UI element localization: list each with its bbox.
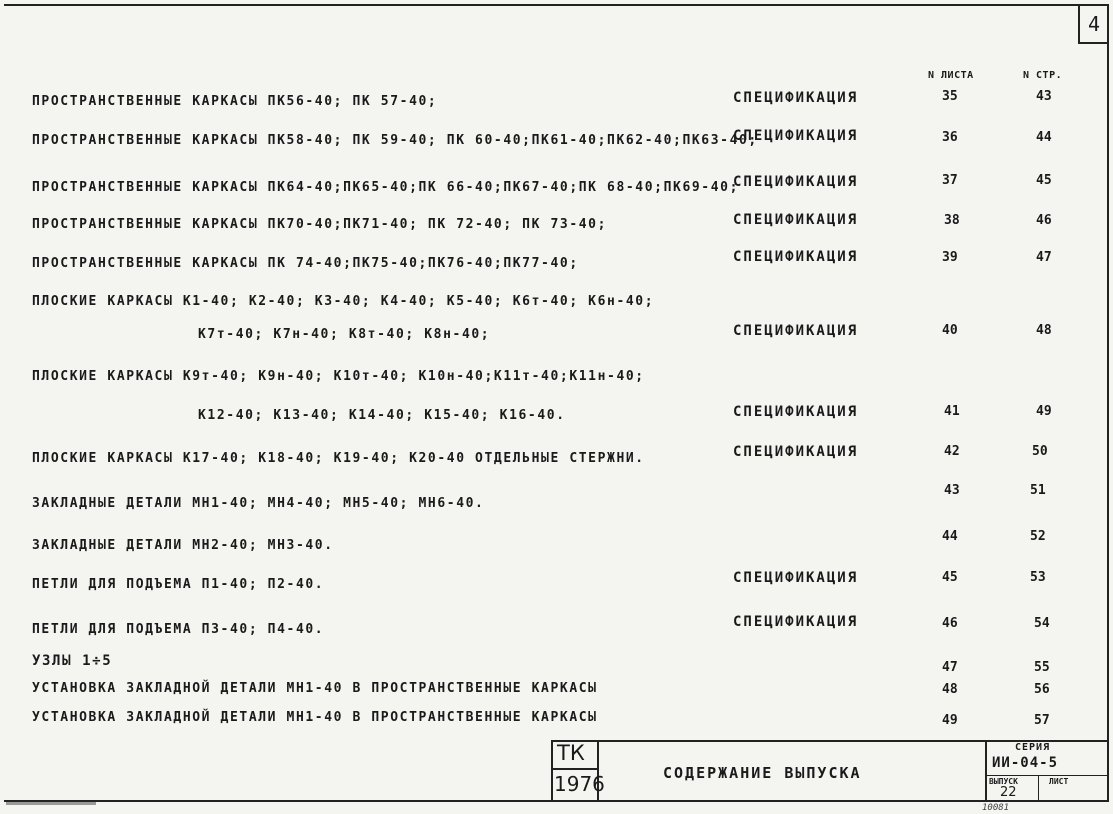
title-block-sheet-divider — [1038, 775, 1039, 800]
row-9-sheet: 41 — [944, 404, 960, 419]
row-1-spec: СПЕЦИФИКАЦИЯ — [733, 90, 859, 106]
row-4-sheet: 38 — [944, 213, 960, 228]
row-11-text: ЗАКЛАДНЫЕ ДЕТАЛИ МН1-40; МН4-40; МН5-40; МН6-40. — [32, 496, 485, 511]
row-14-text: ПЕТЛИ ДЛЯ ПОДЪЕМА П3-40; П4-40. — [32, 622, 325, 637]
row-17-page: 57 — [1034, 713, 1050, 728]
title-block-left-border — [551, 740, 553, 800]
row-16-page: 56 — [1034, 682, 1050, 697]
row-2-spec: СПЕЦИФИКАЦИЯ — [733, 128, 859, 144]
title-block-issue-split — [985, 775, 1107, 776]
frame-bottom-line — [4, 800, 1109, 802]
frame-right-line — [1107, 4, 1109, 800]
row-10-text: ПЛОСКИЕ КАРКАСЫ К17-40; К18-40; К19-40; К20-40 ОТДЕЛЬНЫЕ СТЕРЖНИ. — [32, 451, 645, 466]
row-17-sheet: 49 — [942, 713, 958, 728]
row-7-text: К7т-40; К7н-40; К8т-40; К8н-40; — [198, 327, 491, 342]
document-title: СОДЕРЖАНИЕ ВЫПУСКА — [663, 764, 862, 782]
frame-top-line — [4, 4, 1109, 6]
row-9-spec: СПЕЦИФИКАЦИЯ — [733, 404, 859, 420]
row-14-spec: СПЕЦИФИКАЦИЯ — [733, 614, 859, 630]
row-5-sheet: 39 — [942, 250, 958, 265]
row-5-text: ПРОСТРАНСТВЕННЫЕ КАРКАСЫ ПК 74-40;ПК75-40;ПК76-40;ПК77-40; — [32, 256, 579, 271]
row-10-page: 50 — [1032, 444, 1048, 459]
row-5-page: 47 — [1036, 250, 1052, 265]
row-4-text: ПРОСТРАНСТВЕННЫЕ КАРКАСЫ ПК70-40;ПК71-40; ПК 72-40; ПК 73-40; — [32, 217, 608, 232]
row-11-sheet: 43 — [944, 483, 960, 498]
sheet-label: ЛИСТ — [1049, 777, 1069, 786]
footer-code: 10081 — [982, 803, 1010, 813]
row-15-sheet: 47 — [942, 660, 958, 675]
row-10-sheet: 42 — [944, 444, 960, 459]
row-15-text: УЗЛЫ 1÷5 — [32, 653, 113, 669]
page-number: 4 — [1078, 6, 1108, 44]
row-11-page: 51 — [1030, 483, 1046, 498]
page-column-header: N СТР. — [1023, 70, 1063, 81]
series-value: ИИ-04-5 — [992, 755, 1059, 771]
row-8-text: ПЛОСКИЕ КАРКАСЫ К9т-40; К9н-40; К10т-40; К10н-40;К11т-40;К11н-40; — [32, 369, 645, 384]
row-3-page: 45 — [1036, 173, 1052, 188]
row-1-page: 43 — [1036, 89, 1052, 104]
year: 1976 — [554, 772, 605, 796]
sheet-column-header: N ЛИСТА — [928, 70, 974, 81]
row-15-page: 55 — [1034, 660, 1050, 675]
issue-value: 22 — [1000, 785, 1017, 800]
row-14-sheet: 46 — [942, 616, 958, 631]
row-13-text: ПЕТЛИ ДЛЯ ПОДЪЕМА П1-40; П2-40. — [32, 577, 325, 592]
row-6-text: ПЛОСКИЕ КАРКАСЫ К1-40; К2-40; К3-40; К4-40; К5-40; К6т-40; К6н-40; — [32, 294, 655, 309]
series-label: СЕРИЯ — [1015, 742, 1051, 753]
title-block-series-divider — [985, 740, 987, 800]
row-16-text: УСТАНОВКА ЗАКЛАДНОЙ ДЕТАЛИ МН1-40 В ПРОСТРАНСТВЕННЫЕ КАРКАСЫ — [32, 681, 598, 696]
row-1-sheet: 35 — [942, 89, 958, 104]
row-3-sheet: 37 — [942, 173, 958, 188]
issue-label: ВЫПУСК — [989, 777, 1018, 786]
row-14-page: 54 — [1034, 616, 1050, 631]
row-9-page: 49 — [1036, 404, 1052, 419]
row-3-spec: СПЕЦИФИКАЦИЯ — [733, 174, 859, 190]
row-5-spec: СПЕЦИФИКАЦИЯ — [733, 249, 859, 265]
row-9-text: К12-40; К13-40; К14-40; К15-40; К16-40. — [198, 408, 566, 423]
row-13-page: 53 — [1030, 570, 1046, 585]
row-7-page: 48 — [1036, 323, 1052, 338]
row-13-spec: СПЕЦИФИКАЦИЯ — [733, 570, 859, 586]
row-2-text: ПРОСТРАНСТВЕННЫЕ КАРКАСЫ ПК58-40; ПК 59-40; ПК 60-40;ПК61-40;ПК62-40;ПК63-40; — [32, 133, 758, 148]
row-4-page: 46 — [1036, 213, 1052, 228]
row-3-text: ПРОСТРАНСТВЕННЫЕ КАРКАСЫ ПК64-40;ПК65-40;ПК 66-40;ПК67-40;ПК 68-40;ПК69-40; — [32, 180, 739, 195]
row-1-text: ПРОСТРАНСТВЕННЫЕ КАРКАСЫ ПК56-40; ПК 57-40; — [32, 94, 438, 109]
row-17-text: УСТАНОВКА ЗАКЛАДНОЙ ДЕТАЛИ МН1-40 В ПРОСТРАНСТВЕННЫЕ КАРКАСЫ — [32, 710, 598, 725]
row-4-spec: СПЕЦИФИКАЦИЯ — [733, 212, 859, 228]
org-code: ТК — [557, 741, 585, 765]
row-2-page: 44 — [1036, 130, 1052, 145]
scan-mark — [6, 802, 96, 805]
title-block — [551, 740, 1107, 800]
row-13-sheet: 45 — [942, 570, 958, 585]
row-12-text: ЗАКЛАДНЫЕ ДЕТАЛИ МН2-40; МН3-40. — [32, 538, 334, 553]
row-10-spec: СПЕЦИФИКАЦИЯ — [733, 444, 859, 460]
row-2-sheet: 36 — [942, 130, 958, 145]
title-block-code-split — [551, 768, 597, 770]
row-12-page: 52 — [1030, 529, 1046, 544]
row-16-sheet: 48 — [942, 682, 958, 697]
row-12-sheet: 44 — [942, 529, 958, 544]
row-7-spec: СПЕЦИФИКАЦИЯ — [733, 323, 859, 339]
row-7-sheet: 40 — [942, 323, 958, 338]
